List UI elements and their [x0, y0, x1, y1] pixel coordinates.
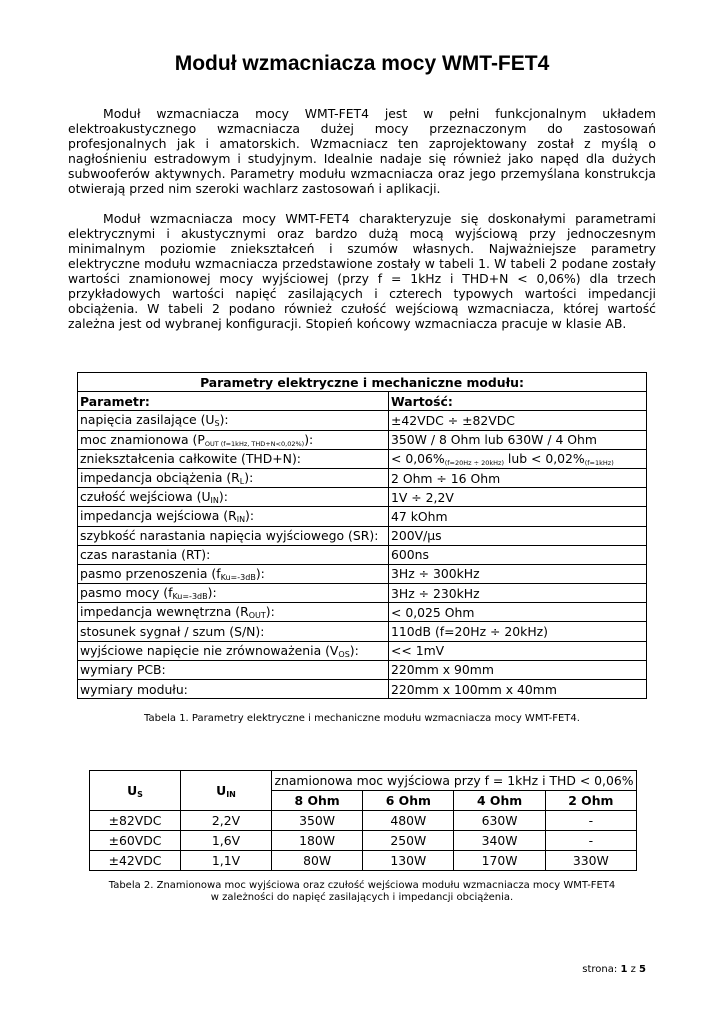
load-header: 6 Ohm [363, 791, 454, 811]
power-cell: 350W [272, 811, 363, 831]
parameters-table [77, 372, 647, 699]
parameter-name: moc znamionowa (POUT (f=1kHz, THD+N<0,02%)): [78, 430, 389, 449]
load-header: 2 Ohm [545, 791, 636, 811]
parameter-column-header: Parametr: [78, 392, 389, 411]
parameters-table-heading: Parametry elektryczne i mechaniczne modułu: [78, 373, 647, 392]
parameter-name: wyjściowe napięcie nie zrównoważenia (VOS): [78, 641, 389, 660]
parameter-row [78, 430, 647, 449]
parameter-name: pasmo przenoszenia (fKu=-3dB): [78, 564, 389, 583]
parameter-name: napięcia zasilające (US): [78, 411, 389, 430]
parameter-value: 47 kOhm [389, 507, 647, 526]
page-footer: strona: 1 z 5 [582, 964, 646, 975]
parameter-value: 220mm x 90mm [389, 660, 647, 679]
parameter-row [78, 449, 647, 468]
parameter-value: ±42VDC ÷ ±82VDC [389, 411, 647, 430]
parameter-row [78, 526, 647, 545]
parameter-name: czas narastania (RT): [78, 545, 389, 564]
parameter-value: 110dB (f=20Hz ÷ 20kHz) [389, 622, 647, 641]
value-column-header: Wartość: [389, 392, 647, 411]
parameter-row [78, 468, 647, 487]
power-cell: - [545, 811, 636, 831]
parameter-name: impedancja wejściowa (RIN): [78, 507, 389, 526]
power-cell: 170W [454, 851, 545, 871]
parameter-row [78, 488, 647, 507]
parameter-name: zniekształcenia całkowite (THD+N): [78, 449, 389, 468]
parameter-name: stosunek sygnał / szum (S/N): [78, 622, 389, 641]
power-cell: 250W [363, 831, 454, 851]
parameter-row [78, 584, 647, 603]
parameter-name: czułość wejściowa (UIN): [78, 488, 389, 507]
table2-caption [0, 880, 724, 904]
parameter-value: < 0,06%(f=20Hz ÷ 20kHz) lub < 0,02%(f=1kHz) [389, 449, 647, 468]
power-row [90, 851, 637, 871]
parameter-row [78, 660, 647, 679]
us-cell: ±42VDC [90, 851, 181, 871]
parameter-value: 1V ÷ 2,2V [389, 488, 647, 507]
parameter-value: 3Hz ÷ 300kHz [389, 564, 647, 583]
power-cell: 180W [272, 831, 363, 851]
parameter-name: impedancja wewnętrzna (ROUT): [78, 603, 389, 622]
parameter-value: 350W / 8 Ohm lub 630W / 4 Ohm [389, 430, 647, 449]
parameter-row [78, 641, 647, 660]
power-cell: - [545, 831, 636, 851]
power-cell: 80W [272, 851, 363, 871]
parameter-name: wymiary PCB: [78, 660, 389, 679]
uin-cell: 1,6V [181, 831, 272, 851]
uin-header: UIN [181, 771, 272, 811]
parameters-paragraph: Moduł wzmacniacza mocy WMT-FET4 charakteryzuje się doskonałymi parametrami elektrycznymi i akustycznymi oraz bardzo dużą mocą wyjściową przy jednoczesnym minimalnym poziomie zniekształceń i szumów własnych. Najważniejsze parametry elektryczne modułu wzmacniacza przedstawione zostały w tabeli 1. W tabeli 2 podane zostały wartości znamionowej mocy wyjściowej (przy f = 1kHz i THD+N < 0,06%) dla trzech przykładowych wartości napięć zasilających i czterech typowych wartości impedancji obciążenia. W tabeli 2 podano również czułość wejściową wzmacniacza, której wartość zależna jest od wybranej konfiguracji. Stopień końcowy wzmacniacza pracuje w klasie AB. [68, 211, 656, 331]
us-header: US [90, 771, 181, 811]
table2-caption-line1: Tabela 2. Znamionowa moc wyjściowa oraz czułość wejściowa modułu wzmacniacza mocy WMT-FET4 [108, 880, 616, 891]
load-header: 4 Ohm [454, 791, 545, 811]
uin-cell: 2,2V [181, 811, 272, 831]
power-cell: 340W [454, 831, 545, 851]
parameter-value: << 1mV [389, 641, 647, 660]
power-table [89, 770, 637, 871]
parameter-row [78, 680, 647, 699]
parameter-row [78, 603, 647, 622]
table2-caption-line2: w zależności do napięć zasilających i impedancji obciążenia. [210, 892, 514, 903]
intro-paragraph: Moduł wzmacniacza mocy WMT-FET4 jest w pełni funkcjonalnym układem elektroakustycznego wzmacniacza dużej mocy przeznaczonym do zastosowań profesjonalnych jak i amatorskich. Wzmacniacz ten zaprojektowany został z myślą o nagłośnieniu estradowym i studyjnym. Idealnie nadaje się również jako napęd dla dużych subwooferów aktywnych. Parametry modułu wzmacniacza oraz jego przemyślana konstrukcja otwierają przed nim szeroki wachlarz zastosowań i aplikacji. [68, 106, 656, 196]
parameter-value: 2 Ohm ÷ 16 Ohm [389, 468, 647, 487]
page-title: Moduł wzmacniacza mocy WMT-FET4 [174, 52, 550, 75]
parameter-name: impedancja obciążenia (RL): [78, 468, 389, 487]
parameter-name: pasmo mocy (fKu=-3dB): [78, 584, 389, 603]
parameter-row [78, 545, 647, 564]
parameter-name: wymiary modułu: [78, 680, 389, 699]
parameter-value: < 0,025 Ohm [389, 603, 647, 622]
parameter-value: 200V/µs [389, 526, 647, 545]
power-cell: 630W [454, 811, 545, 831]
parameter-value: 3Hz ÷ 230kHz [389, 584, 647, 603]
parameter-name: szybkość narastania napięcia wyjściowego (SR): [78, 526, 389, 545]
power-row [90, 811, 637, 831]
parameter-row [78, 564, 647, 583]
us-cell: ±82VDC [90, 811, 181, 831]
us-cell: ±60VDC [90, 831, 181, 851]
power-cell: 130W [363, 851, 454, 871]
table1-caption: Tabela 1. Parametry elektryczne i mechaniczne modułu wzmacniacza mocy WMT-FET4. [144, 713, 580, 724]
power-cell: 480W [363, 811, 454, 831]
load-header: 8 Ohm [272, 791, 363, 811]
parameter-value: 600ns [389, 545, 647, 564]
parameter-row [78, 507, 647, 526]
power-cell: 330W [545, 851, 636, 871]
uin-cell: 1,1V [181, 851, 272, 871]
parameter-row [78, 622, 647, 641]
power-row [90, 831, 637, 851]
parameter-value: 220mm x 100mm x 40mm [389, 680, 647, 699]
parameter-row [78, 411, 647, 430]
power-group-header: znamionowa moc wyjściowa przy f = 1kHz i THD < 0,06% [272, 771, 637, 791]
